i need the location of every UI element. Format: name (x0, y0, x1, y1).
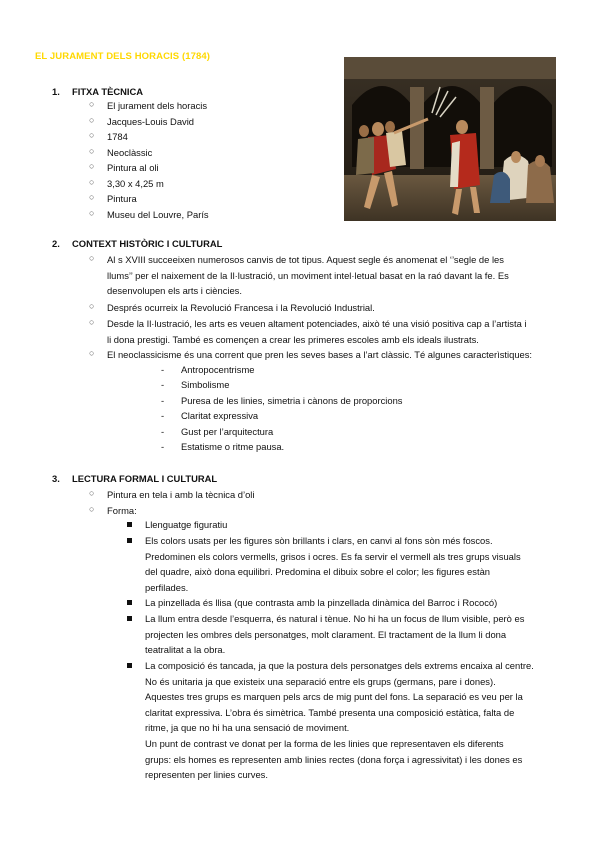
paragraph: Desde la Il·lustració, les arts es veuen altament potenciades, això té una visió positiva cap a l’artista i li dona prestigi. També es començen a crear les primeres escoles amb els ideals ilustrats. (107, 318, 527, 345)
paragraph: Després ocurreix la Revolució Francesa i la Revolució Industrial. (107, 302, 375, 313)
section-heading: 3. LECTURA FORMAL I CULTURAL (52, 473, 218, 484)
section-heading: 1. FITXA TÈCNICA (52, 86, 144, 97)
list-item: Museu del Louvre, París (107, 209, 209, 220)
list-item: 1784 (107, 131, 128, 142)
list-item: Estatisme o ritme pausa. (181, 441, 285, 452)
forma-item: Els colors usats per les figures sòn brillants i clars, en canvi al fons sòn més foscos. Predominen els colors vermells, grisos i ocres. Es fa servir el vermell als tres grups visuals del quadre, això dona equilibri. Predomina el dibuix sobre el color; les figures estàn perfilades. (145, 535, 521, 593)
document-page: EL JURAMENT DELS HORACIS (1784) 1. FITXA TÈCNICA ○ El jurament dels horacis ○ Jacques-Louis David ○ 1784 ○ Neoclàssic ○ Pintura al oli ○ 3,30 x 4,25 m ○ Pintura ○ Museu del Louvre, París 2. CONTEXT HISTÒRIC I CULTURAL ○ Al s XVIII succeeixen numerosos canvis de tot tipus. Aquest segle és anomenat el ‘’segle de les llums’’ per el naixement de la Il·lustració, un moviment intel·letual basat en la raó davant la fe. Es desenvolupen els arts i ciències. ○ Després ocurreix la Revolució Francesa i la Revolució Industrial. ○ Desde la Il·lustració, les arts es veuen altament potenciades, això té una visió positiva cap a l’artista i li dona prestigi. També es començen a crear les primeres escoles amb els ideals ilustrats. ○ El neoclassicisme és una corrent que pren les seves bases a l’art clàssic. Té algunes caracterìstiques: - Antropocentrisme - Simbolisme - Puresa de les linies, simetria i cànons de proporcions - Claritat expressiva - Gust per l’arquitectura - Estatisme o ritme pausa. 3. LECTURA FORMAL I CULTURAL ○ Pintura en tela i amb la tècnica d’oli ○ Forma: Llenguatge figuratiu Els colors usats per les figures sòn brillants i clars, en canvi al fons sòn més foscos. Predominen els colors vermells, grisos i ocres. Es fa servir el vermell als tres grups visuals del quadre, això dona equilibri. Predomina el dibuix sobre el color; les figures estàn perfilades. La pinzellada és llisa (que contrasta amb la pinzellada dinàmica del Barroc i Rococó) La llum entra desde l’esquerra, és natural i tènue. No hi ha un focus de llum visible, però es projecten les ombres dels personatges, molt clarament. El tractament de la llum li dona teatralitat a la obra. La composició és tancada, ja que la postura dels personatges dels extrems encaixa al centre. No és unitaria ja que existeix una separació entre els grups (germans, pare i dones). Aquestes tres grups es marquen pels arcs de mig punt del fons. La separació es veu per la claritat expressiva. L’obra és simètrica. També presenta una composició estàtica, falta de ritme, ja que no hi ha una sensació de moviment. Un punt de contrast ve donat per la forma de les linies que representaven els diferents grups: els homes es representen amb linies rectes (dona força i agressivitat) i les dones es representen per linies curves. (0, 0, 600, 848)
list-item: Gust per l’arquitectura (181, 426, 274, 437)
forma-item: Llenguatge figuratiu (145, 519, 228, 530)
list-item: Claritat expressiva (181, 410, 259, 421)
paragraph: Al s XVIII succeeixen numerosos canvis de tot tipus. Aquest segle és anomenat el ‘’segle de les llums’’ per el naixement de la Il·lustració, un moviment intel·letual basat en la raó davant la fe. Es desenvolupen els arts i ciències. (107, 254, 509, 297)
forma-item: La pinzellada és llisa (que contrasta amb la pinzellada dinàmica del Barroc i Rococó) (145, 597, 498, 608)
list-item: Jacques-Louis David (107, 116, 195, 127)
list-item: Neoclàssic (107, 147, 153, 158)
forma-item: La llum entra desde l’esquerra, és natural i tènue. No hi ha un focus de llum visible, però es projecten les ombres dels personatges, molt clarament. El tractament de la llum li dona teatralitat a la obra. (145, 613, 525, 656)
list-item: Forma: (107, 505, 137, 516)
section-heading: 2. CONTEXT HISTÒRIC I CULTURAL (52, 238, 223, 249)
paragraph: El neoclassicisme és una corrent que pren les seves bases a l’art clàssic. Té algunes caracterìstiques: (107, 349, 533, 360)
forma-item: La composició és tancada, ja que la postura dels personatges dels extrems encaixa al centre. No és unitaria ja que existeix una separació entre els grups (germans, pare i dones). Aquestes tres grups es marquen pels arcs de mig punt del fons. La separació es veu per la claritat expressiva. L’obra és simètrica. També presenta una composició estàtica, falta de ritme, ja que no hi ha una sensació de moviment. Un punt de contrast ve donat per la forma de les linies que representaven els diferents grups: els homes es representen amb linies rectes (dona força i agressivitat) i les dones es representen per linies curves. (145, 660, 534, 781)
list-item: 3,30 x 4,25 m (107, 178, 164, 189)
painting-image (344, 57, 556, 221)
list-item: El jurament dels horacis (107, 100, 208, 111)
list-item: Puresa de les linies, simetria i cànons de proporcions (181, 395, 403, 406)
list-item: Pintura al oli (107, 162, 159, 173)
list-item: Antropocentrisme (181, 364, 255, 375)
list-item: Pintura en tela i amb la tècnica d’oli (107, 489, 255, 500)
document-title: EL JURAMENT DELS HORACIS (1784) (35, 51, 211, 62)
list-item: Simbolisme (181, 379, 230, 390)
list-item: Pintura (107, 193, 137, 204)
